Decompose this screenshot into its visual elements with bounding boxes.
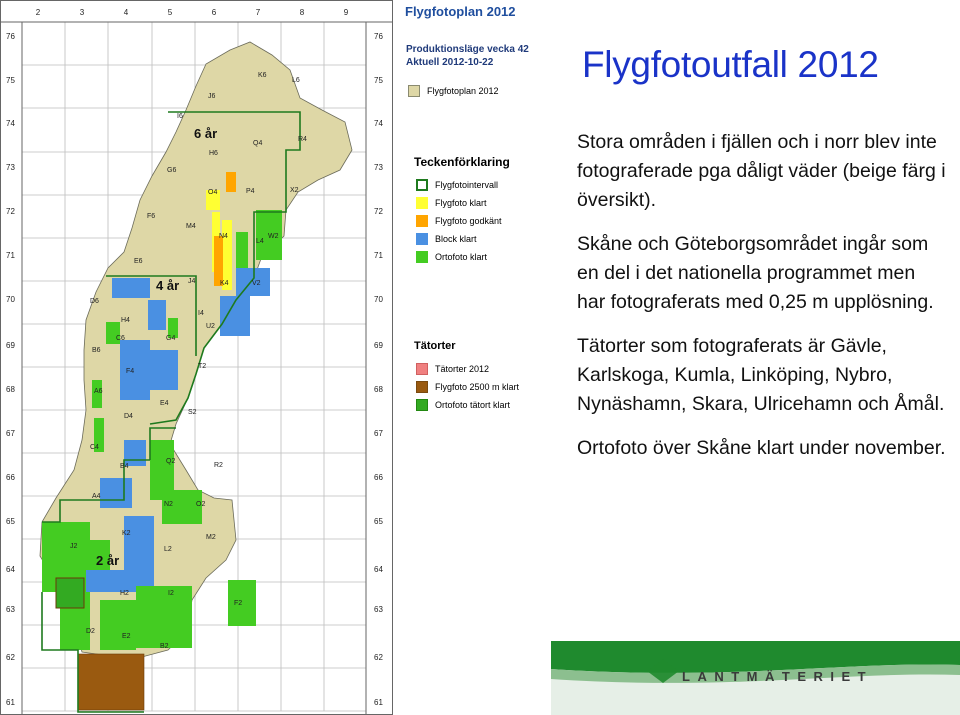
map-row-label: 66 xyxy=(374,473,383,482)
area-code-label: O2 xyxy=(196,501,206,508)
map-row-label: 75 xyxy=(374,76,383,85)
map-row-label: 67 xyxy=(6,429,15,438)
legend-item xyxy=(416,196,487,210)
area-code-label: D6 xyxy=(90,298,99,305)
area-code-label: K6 xyxy=(258,72,267,79)
legend-swatch xyxy=(416,179,428,191)
legend-subtitle-week: Produktionsläge vecka 42 xyxy=(406,44,529,55)
legend-swatch xyxy=(416,399,428,411)
area-code-label: U2 xyxy=(206,323,215,330)
map-row-label: 69 xyxy=(6,341,15,350)
map-row-label: 65 xyxy=(6,517,15,526)
area-code-label: L2 xyxy=(164,546,172,553)
area-code-label: V2 xyxy=(252,280,261,287)
year-interval-label: 6 år xyxy=(194,126,218,141)
map-row-label: 72 xyxy=(374,207,383,216)
area-code-label: N4 xyxy=(219,233,228,240)
area-code-label: B6 xyxy=(92,347,101,354)
area-code-label: P4 xyxy=(246,188,255,195)
legend-item xyxy=(416,232,477,246)
legend-label: Flygfotointervall xyxy=(435,180,499,190)
map-row-label: 61 xyxy=(6,698,15,707)
map-row-label: 74 xyxy=(374,119,383,128)
block-ortofoto-klart xyxy=(100,600,136,650)
map-row-label: 62 xyxy=(6,653,15,662)
legend-label: Tätorter 2012 xyxy=(435,364,490,374)
map-row-label: 68 xyxy=(6,385,15,394)
slide-title: Flygfotoutfall 2012 xyxy=(582,44,879,85)
map-row-label: 67 xyxy=(374,429,383,438)
area-code-label: W2 xyxy=(268,233,279,240)
map-column-label: 6 xyxy=(211,8,217,17)
area-code-label: R2 xyxy=(214,462,223,469)
map-column-label: 8 xyxy=(299,8,305,17)
block-ortofoto-tatort xyxy=(56,578,84,608)
area-code-label: Q4 xyxy=(253,140,263,147)
area-code-label: A6 xyxy=(94,388,103,395)
legend-swatch xyxy=(416,381,428,393)
map-column-label: 5 xyxy=(167,8,173,17)
legend-item xyxy=(416,178,498,192)
lantmateriet-logo-text: LANTMÄTERIET xyxy=(682,669,874,684)
area-code-label: F4 xyxy=(126,368,135,375)
area-code-label: L6 xyxy=(292,77,300,84)
legend-item xyxy=(416,250,487,264)
map-row-label: 63 xyxy=(374,605,383,614)
area-code-label: C6 xyxy=(116,335,125,342)
legend-label: Flygfoto 2500 m klart xyxy=(435,382,520,392)
legend-swatch xyxy=(416,233,428,245)
area-code-label: E2 xyxy=(122,633,131,640)
legend-plan-row xyxy=(408,84,499,98)
area-code-label: N2 xyxy=(164,501,173,508)
area-code-label: G6 xyxy=(167,167,177,174)
area-code-label: H6 xyxy=(209,150,218,157)
area-code-label: F6 xyxy=(147,213,156,220)
area-code-label: T2 xyxy=(198,363,207,370)
block-block-klart xyxy=(124,516,154,592)
legend-section-heading: Tätorter xyxy=(414,340,456,352)
area-code-label: M2 xyxy=(206,534,216,541)
block-flygfoto-2500 xyxy=(78,654,144,710)
map-row-label: 76 xyxy=(6,32,15,41)
map-row-label: 66 xyxy=(6,473,15,482)
block-block-klart xyxy=(120,340,150,400)
area-code-label: H4 xyxy=(121,317,130,324)
area-code-label: B4 xyxy=(120,463,129,470)
area-code-label: J6 xyxy=(208,93,216,100)
area-code-label: G4 xyxy=(166,335,176,342)
legend-label: Flygfoto klart xyxy=(435,198,487,208)
legend-label: Ortofoto tätort klart xyxy=(435,400,511,410)
area-code-label: F2 xyxy=(234,600,243,607)
map-row-label: 69 xyxy=(374,341,383,350)
legend-label: Ortofoto klart xyxy=(435,252,488,262)
map-row-label: 64 xyxy=(374,565,383,574)
area-code-label: B2 xyxy=(160,643,169,650)
area-code-label: R4 xyxy=(298,136,307,143)
map-column-label: 7 xyxy=(255,8,261,17)
legend-label: Flygfotoplan 2012 xyxy=(427,86,499,96)
area-code-label: K4 xyxy=(220,280,229,287)
area-code-label: E6 xyxy=(134,258,143,265)
map-row-label: 76 xyxy=(374,32,383,41)
map-row-label: 75 xyxy=(6,76,15,85)
map-row-label: 68 xyxy=(374,385,383,394)
area-code-label: I4 xyxy=(198,310,204,317)
map-row-label: 74 xyxy=(6,119,15,128)
area-code-label: X2 xyxy=(290,187,299,194)
map-column-label: 9 xyxy=(343,8,349,17)
legend-title: Flygfotoplan 2012 xyxy=(405,4,516,19)
area-code-label: K2 xyxy=(122,530,131,537)
area-code-label: E4 xyxy=(160,400,169,407)
map-row-label: 71 xyxy=(374,251,383,260)
body-paragraph: Ortofoto över Skåne klart under november. xyxy=(577,437,946,459)
map-row-label: 62 xyxy=(374,653,383,662)
map-column-label: 3 xyxy=(79,8,85,17)
map-row-label: 65 xyxy=(374,517,383,526)
map-legend xyxy=(400,0,560,440)
area-code-label: C4 xyxy=(90,444,99,451)
area-code-label: Q2 xyxy=(166,458,176,465)
legend-swatch xyxy=(416,363,428,375)
body-paragraph: Skåne och Göteborgsområdet ingår som en del i det nationella programmet men har fotograferats med 0,25 m upplösning. xyxy=(577,233,934,313)
body-paragraph: Stora områden i fjällen och i norr blev inte fotograferade pga dåligt väder (beige färg i översikt). xyxy=(577,131,946,211)
legend-item xyxy=(416,362,489,376)
map-row-label: 72 xyxy=(6,207,15,216)
year-interval-label: 4 år xyxy=(156,278,180,293)
legend-swatch xyxy=(408,85,420,97)
area-code-label: I2 xyxy=(168,590,174,597)
block-block-klart xyxy=(86,570,126,592)
block-ortofoto-klart xyxy=(136,586,192,648)
block-ortofoto-klart xyxy=(236,232,248,268)
map-row-label: 73 xyxy=(6,163,15,172)
area-code-label: J2 xyxy=(70,543,78,550)
map-column-label: 2 xyxy=(35,8,41,17)
block-block-klart xyxy=(100,478,132,508)
block-block-klart xyxy=(112,278,150,298)
legend-label: Block klart xyxy=(435,234,477,244)
body-paragraph: Tätorter som fotograferats är Gävle, Karlskoga, Kumla, Linköping, Nybro, Nynäshamn, Skara, Ulricehamn och Åmål. xyxy=(577,335,945,415)
area-code-label: S2 xyxy=(188,409,197,416)
legend-swatch xyxy=(416,251,428,263)
map-row-label: 70 xyxy=(374,295,383,304)
area-code-label: L4 xyxy=(256,238,264,245)
area-code-label: J4 xyxy=(188,278,196,285)
area-code-label: O4 xyxy=(208,189,218,196)
map-row-label: 63 xyxy=(6,605,15,614)
slide-body xyxy=(577,128,947,478)
legend-swatch xyxy=(416,215,428,227)
sweden-overview-map xyxy=(0,0,393,715)
area-code-label: H2 xyxy=(120,590,129,597)
year-interval-label: 2 år xyxy=(96,553,120,568)
map-row-label: 70 xyxy=(6,295,15,304)
legend-item xyxy=(416,380,519,394)
area-code-label: A4 xyxy=(92,493,101,500)
block-block-klart xyxy=(148,300,166,330)
legend-item xyxy=(416,214,502,228)
legend-subtitle-date: Aktuell 2012-10-22 xyxy=(406,57,494,68)
legend-label: Flygfoto godkänt xyxy=(435,216,502,226)
area-code-label: D4 xyxy=(124,413,133,420)
map-row-label: 73 xyxy=(374,163,383,172)
legend-swatch xyxy=(416,197,428,209)
map-column-label: 4 xyxy=(123,8,129,17)
map-row-label: 61 xyxy=(374,698,383,707)
legend-section-heading: Teckenförklaring xyxy=(414,155,510,169)
map-row-label: 71 xyxy=(6,251,15,260)
area-code-label: M4 xyxy=(186,223,196,230)
legend-item xyxy=(416,398,510,412)
block-flygfoto-godkant xyxy=(226,172,236,192)
area-code-label: I6 xyxy=(177,113,183,120)
block-flygfoto-godkant xyxy=(214,236,223,286)
map-row-label: 64 xyxy=(6,565,15,574)
area-code-label: D2 xyxy=(86,628,95,635)
block-block-klart xyxy=(150,350,178,390)
